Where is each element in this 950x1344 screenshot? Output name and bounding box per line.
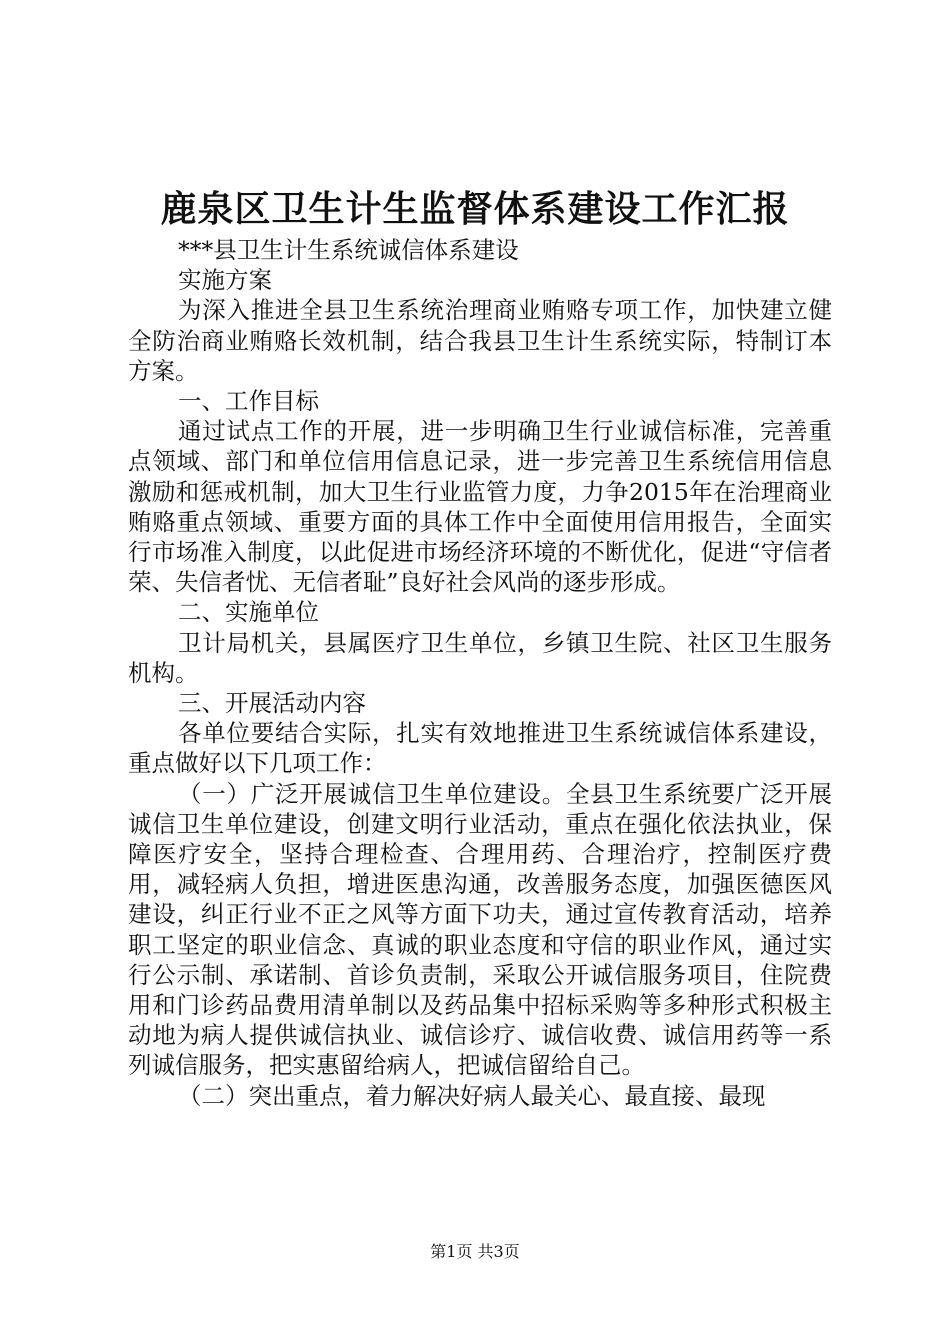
paragraph-subtitle: ***县卫生计生系统诚信体系建设 bbox=[178, 236, 519, 264]
section-heading-units: 二、实施单位 bbox=[178, 598, 319, 627]
paragraph-activity-2: （二）突出重点，着力解决好病人最关心、最直接、最现 bbox=[178, 1081, 766, 1110]
paragraph-intro: 为深入推进全县卫生系统治理商业贿赂专项工作，加快建立健全防治商业贿赂长效机制，结合我县卫生计生系统实际，特制订本方案。 bbox=[128, 296, 832, 385]
document-body bbox=[128, 235, 832, 1111]
page-footer: 第1页 共3页 bbox=[430, 1242, 520, 1261]
paragraph-activity-1: （一）广泛开展诚信卫生单位建设。全县卫生系统要广泛开展诚信卫生单位建设，创建文明行业活动，重点在强化依法执业，保障医疗安全，坚持合理检查、合理用药、合理治疗，控制医疗费用，减轻病人负担，增进医患沟通，改善服务态度，加强医德医风建设，纠正行业不正之风等方面下功夫，通过宣传教育活动，培养职工坚定的职业信念、真诚的职业态度和守信的职业作风，通过实行公示制、承诺制、首诊负责制，采取公开诚信服务项目，住院费用和门诊药品费用清单制以及药品集中招标采购等多种形式积极主动地为病人提供诚信执业、诚信诊疗、诚信收费、诚信用药等一系列诚信服务，把实惠留给病人，把诚信留给自己。 bbox=[128, 779, 832, 1080]
paragraph-activities-intro: 各单位要结合实际，扎实有效地推进卫生系统诚信体系建设，重点做好以下几项工作： bbox=[128, 719, 832, 778]
section-heading-goals: 一、工作目标 bbox=[178, 387, 319, 416]
paragraph-units: 卫计局机关，县属医疗卫生单位，乡镇卫生院、社区卫生服务机构。 bbox=[128, 628, 832, 687]
paragraph-goals: 通过试点工作的开展，进一步明确卫生行业诚信标准，完善重点领域、部门和单位信用信息记录，进一步完善卫生系统信用信息激励和惩戒机制，加大卫生行业监管力度，力争2015年在治理商业贿赂重点领域、重要方面的具体工作中全面使用信用报告，全面实行市场准入制度，以此促进市场经济环境的不断优化，促进“守信者荣、失信者忧、无信者耻”良好社会风尚的逐步形成。 bbox=[128, 417, 832, 597]
section-heading-activities: 三、开展活动内容 bbox=[178, 689, 366, 718]
document-title: 鹿泉区卫生计生监督体系建设工作汇报 bbox=[160, 188, 790, 230]
paragraph-subtitle-cont: 实施方案 bbox=[178, 266, 272, 295]
